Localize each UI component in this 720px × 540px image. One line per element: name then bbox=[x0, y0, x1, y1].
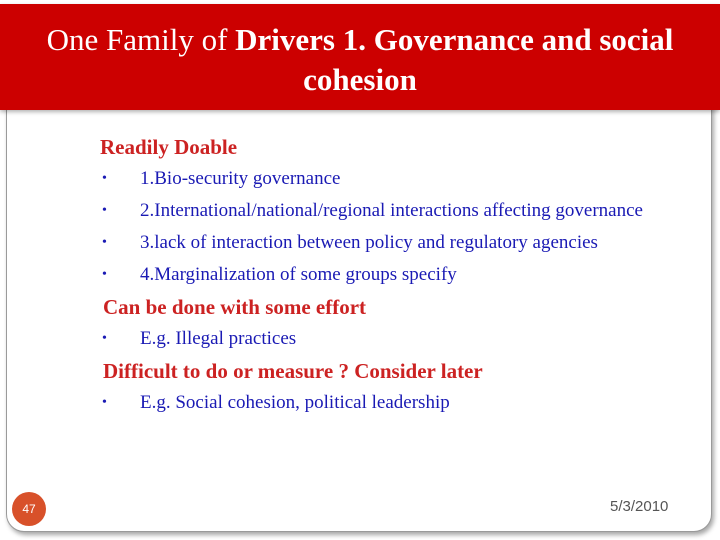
list-item bbox=[100, 388, 700, 418]
title-part-1: One Family of bbox=[46, 22, 236, 57]
bullet-icon: • bbox=[102, 235, 107, 250]
page-number-badge: 47 bbox=[12, 492, 46, 526]
section-heading-difficult: Difficult to do or measure ? Consider later bbox=[103, 359, 483, 383]
bullet-list-readily-doable bbox=[100, 164, 700, 290]
list-item bbox=[100, 260, 700, 290]
list-item-text: 1.Bio-security governance bbox=[140, 168, 341, 189]
section-heading-some-effort: Can be done with some effort bbox=[103, 295, 367, 319]
bullet-list-difficult bbox=[100, 388, 700, 418]
slide-date: 5/3/2010 bbox=[610, 498, 669, 515]
bullet-icon: • bbox=[102, 171, 107, 186]
title-part-2: Drivers 1. Governance and social cohesion bbox=[235, 22, 674, 97]
slide-content bbox=[100, 132, 700, 420]
list-item-text: 4.Marginalization of some groups specify bbox=[140, 264, 457, 285]
list-item-text: 3.lack of interaction between policy and regulatory agencies bbox=[140, 232, 598, 253]
list-item-text: 2.International/national/regional interactions affecting governance bbox=[140, 200, 643, 221]
bullet-icon: • bbox=[102, 331, 107, 346]
bullet-icon: • bbox=[102, 203, 107, 218]
list-item bbox=[100, 228, 700, 258]
section-heading-readily-doable: Readily Doable bbox=[100, 135, 238, 159]
list-item bbox=[100, 196, 700, 226]
list-item bbox=[100, 324, 700, 354]
list-item-text: E.g. Social cohesion, political leadership bbox=[140, 392, 450, 413]
list-item-text: E.g. Illegal practices bbox=[140, 328, 297, 349]
bullet-icon: • bbox=[102, 267, 107, 282]
bullet-icon: • bbox=[102, 395, 107, 410]
bullet-list-some-effort bbox=[100, 324, 700, 354]
list-item bbox=[100, 164, 700, 194]
slide-title bbox=[0, 20, 720, 100]
title-bar bbox=[0, 4, 720, 110]
